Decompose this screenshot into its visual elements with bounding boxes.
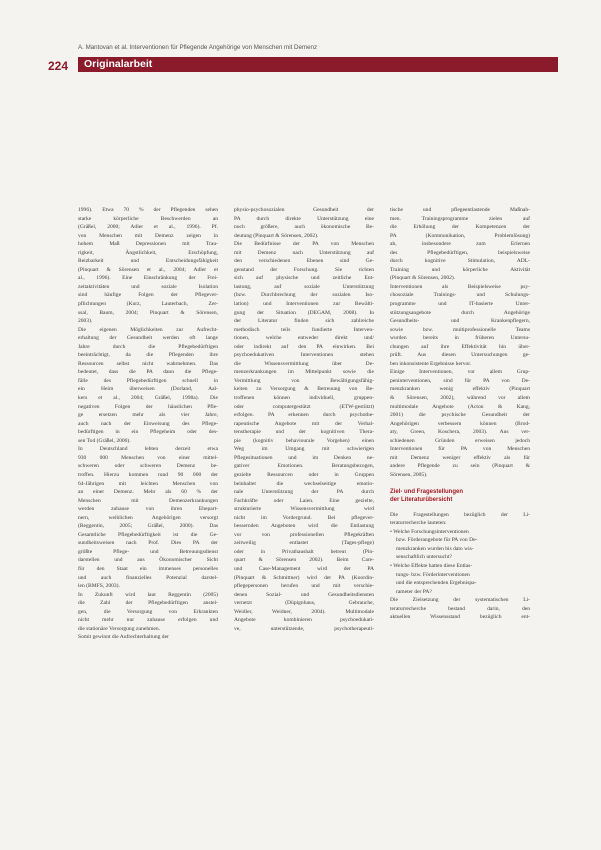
- text-line: al., 1996). Eine Einschränkung der Frei-: [78, 275, 218, 282]
- text-line: aty, Green, Koschera, 2003). Aus ver-: [390, 429, 530, 436]
- text-line: zeitweilig entlastet (Tages-pflege): [234, 540, 374, 547]
- text-line: Die Bedürfnisse der PA von Menschen: [234, 241, 374, 248]
- text-line: nicht mehr nur zuhause erfolgen und: [78, 617, 218, 624]
- text-line: 2001) die psychische Gesundheit der: [390, 412, 530, 419]
- text-line: lation) und Interventionen zur Bewälti-: [234, 301, 374, 308]
- text-column-3: [390, 206, 530, 622]
- text-line: größte Pflege- und Betreuungsdienst: [78, 548, 218, 555]
- text-line: gung der Situation (DEGAM, 2008). In: [234, 309, 374, 316]
- text-line: Interventionen für PA von Menschen: [390, 446, 530, 453]
- text-line: vor von professionellen Pflegekräften: [234, 531, 374, 538]
- text-line: Reizbarkeit und Entscheidungsfähigkeit: [78, 258, 218, 265]
- text-line: Fachkräfte oder Laien. Eine gezielte,: [234, 497, 374, 504]
- text-line: bessernden Angeboten wird die Entlastung: [234, 523, 374, 530]
- text-line: strukturierte Wissensvermittlung wird: [234, 506, 374, 513]
- text-line: nale Unterstützung der PA durch: [234, 489, 374, 496]
- text-line: erfolgen. PA erkennen durch psychothe-: [234, 412, 374, 419]
- text-line: mit Demenz nach Unterstützung auf: [234, 249, 374, 256]
- text-line: ge ersetzen mehr als vier Jahre,: [78, 412, 218, 419]
- text-line: des Pflegebedürftigen, beispielsweise: [390, 249, 530, 256]
- text-line: Vermittlung von Bewältigungsfähig-: [234, 377, 374, 384]
- text-line: rigkeit, Ängstlichkeit, Erschöpfung,: [78, 249, 218, 256]
- text-line: sundheitsweisen nach Prof. Dies PA der: [78, 540, 218, 547]
- section-heading-line-1: Ziel- und Fragestellungen: [390, 488, 464, 495]
- text-line: programme und IT-basierte Unter-: [390, 301, 530, 308]
- text-line: erhaltung der Gesundheit werden oft lange: [78, 335, 218, 342]
- text-line: • Welche Forschungsinterventionen: [390, 528, 469, 535]
- running-head: A. Mantovan et al. Interventionen für Pflegende Angehörige von Menschen mit Demenz: [78, 44, 318, 51]
- text-line: peninterventionen, sind für PA von De-: [390, 377, 530, 384]
- text-line: 64-Jährigen mit leichten Menschen von: [78, 480, 218, 487]
- text-line: gen, die Versorgung von Erkrankten: [78, 608, 218, 615]
- text-line: noch größere, auch ökonomische Be-: [234, 224, 374, 231]
- text-line: PA durch direkte Unterstützung eine: [234, 215, 374, 222]
- text-line: schweren oder schweren Demenz be-: [78, 463, 218, 470]
- text-line: ssal, Baum, 2004; Pinquart & Sörensen,: [78, 309, 218, 316]
- text-line: quart & Sörensen 2002). Beim Care-: [234, 557, 374, 564]
- text-line: Angehörigen verbessern können (Brod-: [390, 420, 530, 427]
- text-line: für den Staat ein immenses personelles: [78, 565, 218, 572]
- text-line: der Literatur finden sich zahlreiche: [234, 318, 374, 325]
- text-line: lastung, auf soziale Unterstützung: [234, 283, 374, 290]
- page-number: 224: [48, 59, 69, 73]
- text-line: stützungsangebote durch Angehörige: [390, 309, 530, 316]
- text-line: (bzw. Durchbrechung der sozialen Iso-: [234, 292, 374, 299]
- text-line: oder computergestützt (ETW-gestützt): [234, 403, 374, 410]
- text-line: schiedenen Gründen erweisen jedoch: [390, 437, 530, 444]
- text-line: chosoziale Trainings- und Schulungs-: [390, 292, 530, 299]
- text-line: darstellen und aus Ökonomischer Sicht: [78, 557, 218, 564]
- text-line: senschaftlich untersucht?: [396, 554, 452, 561]
- text-line: vernetzt (Düpignhaus, Gebrauche,: [234, 600, 374, 607]
- text-line: 930 000 Menschen von einer mittel-: [78, 454, 218, 461]
- text-line: starke körperliche Beschwerden an: [78, 215, 218, 222]
- text-line: bedeutet, dass die PA dann die Pflege-: [78, 369, 218, 376]
- text-line: Somit gewinnt die Aufrechterhaltung der: [78, 634, 169, 641]
- text-line: andere Pflegende zu sein (Pinquart &: [390, 463, 530, 470]
- text-line: tische und pflegeentlastende Maßnah-: [390, 207, 530, 213]
- text-line: und Case-Management wird der PA: [234, 565, 374, 572]
- text-line: Gesamtliche Pflegebedürftigkeit ist die Ge-: [78, 531, 218, 538]
- text-line: die stationäre Versorgung zunehmen.: [78, 625, 161, 632]
- text-line: pflichtungen (Kurz, Lauterbach, Zer-: [78, 301, 218, 308]
- text-line: (Pinquart & Schmittner) wird der PA (Koordin-: [234, 574, 374, 581]
- text-line: zeitaktivitäten und soziale Isolation: [78, 283, 218, 290]
- text-line: deutung (Pinquart & Sörensen, 2002).: [234, 232, 319, 239]
- text-line: und auch finanzielles Potenzial darstel-: [78, 574, 218, 581]
- text-line: die Erhöhung der Kompetenzen der: [390, 224, 530, 231]
- text-line: aktuellen Wissensstand bezüglich ent-: [390, 614, 530, 621]
- text-line: Weg im Umgang mit schwierigen: [234, 446, 374, 453]
- text-line: gezielte Ressourcen oder in Gruppen: [234, 471, 374, 478]
- text-line: keiten zu Versorgung & Betreuung von Be-: [234, 386, 374, 393]
- text-column-1: [78, 206, 218, 642]
- text-line: mit Demenz weniger effektiv als für: [390, 454, 530, 461]
- text-line: tungs- bzw. Förderinterventionen: [396, 571, 470, 578]
- text-line: Menschen mit Demenzerkrankungen: [78, 497, 218, 504]
- text-line: PA (Kommunikation, Problemlösung): [390, 232, 530, 239]
- text-line: bedürftigen in ein Pflegeheim oder des-: [78, 429, 218, 436]
- text-line: chungen auf ihre Effektivität hin über-: [390, 343, 530, 350]
- text-line: troffen. Hierzu kommen rund 90 000 der: [78, 471, 218, 478]
- text-line: Die Zielsetzung der systematischen Li-: [390, 597, 530, 604]
- text-line: physio-psychosozialen Gesundheit der: [234, 207, 374, 213]
- text-line: Jahre durch die Pflegebedürftigen: [78, 343, 218, 350]
- text-line: sind häufige Folgen der Pflegever-: [78, 292, 218, 299]
- text-line: Einige Interventionen, vor allem Grup-: [390, 369, 530, 376]
- text-line: (Pinquart & Sörensen, 2002).: [390, 275, 456, 282]
- text-line: sich auf physische und zeitliche Ent-: [234, 275, 374, 282]
- text-line: Pflegesituationen und im Denken ne-: [234, 454, 374, 461]
- text-line: Die eigenen Möglichkeiten zur Aufrecht-: [78, 326, 218, 333]
- text-line: ve, unterstützende, psychotherapeuti-: [234, 625, 374, 632]
- section-heading: [390, 488, 530, 505]
- text-line: teraturrecherche lauteten:: [390, 520, 447, 527]
- text-line: menzkranken wenig effektiv (Pinquart: [390, 386, 530, 393]
- text-line: Angebote kombinieren psychoedukati-: [234, 617, 374, 624]
- text-line: beinhaltet die wechselseitige emotio-: [234, 480, 374, 487]
- text-line: teraturrecherche bestand darin, den: [390, 605, 530, 612]
- text-line: ben inkonsistente Ergebnisse hervor.: [390, 360, 472, 367]
- text-line: pie (kognitiv behaviourale Vorgehen) einen: [234, 437, 374, 444]
- text-line: & Sörensen, 2002), während vor allem: [390, 395, 530, 402]
- text-line: sowie bzw. multiprofessionelle Teams: [390, 326, 530, 333]
- text-line: die Zahl der Pflegebedürftigen anstei-: [78, 600, 218, 607]
- text-line: rameter der PA?: [396, 588, 432, 595]
- text-line: 1996). Etwa 70 % der Pflegenden sehen: [78, 207, 218, 213]
- text-line: Gesundheits- und Krankenpflegern,: [390, 318, 530, 325]
- text-line: den verschiedenen Ebenen sind Ge-: [234, 258, 374, 265]
- text-line: kers et al., 2004; Gräßel, 1998a). Die: [78, 395, 218, 402]
- text-line: 2003).: [78, 318, 93, 325]
- text-line: (Pinquart & Sörensen et al., 2004; Adler et: [78, 266, 218, 273]
- text-line: und die entsprechenden Ergebnispa-: [396, 580, 477, 587]
- text-line: nicht im Vordergrund. Bei pflegever-: [234, 514, 374, 521]
- text-line: die Wissensvermittlung über De-: [234, 360, 374, 367]
- text-line: wurden bereits in früheren Untersu-: [390, 335, 530, 342]
- text-line: oder in Privathaushalt betreut (Pin-: [234, 548, 374, 555]
- text-line: In Deutschland lebten derzeit etwa: [78, 446, 218, 453]
- text-line: nern, weiblichen Angehörigen versorgt: [78, 514, 218, 521]
- text-line: Training und körperliche Aktivität: [390, 266, 530, 273]
- text-line: (Gräßel, 2000; Adler et al., 1996). Pf.: [78, 224, 218, 231]
- text-line: menzerkrankungen im Mittelpunkt sowie die: [234, 369, 374, 376]
- text-line: von Menschen mit Demenz zeigen in: [78, 232, 218, 239]
- text-line: • Welche Effekte hatten diese Entlas-: [390, 562, 473, 569]
- text-line: (Reggentin, 2005; Gräßel, 2000). Das: [78, 523, 218, 530]
- text-line: menzkranken wurden bis dato wis-: [396, 545, 474, 552]
- text-line: ein Heim überweisen (Dorland, Aal-: [78, 386, 218, 393]
- text-line: Die Fragestellungen bezüglich der Li-: [390, 511, 530, 518]
- text-line: Interventionen als Beispielsweise psy-: [390, 283, 530, 290]
- text-line: pflegepersonen berufen und mit verschie-: [234, 583, 374, 590]
- text-line: beeinträchtigt, da die Pflegenden ihre: [78, 352, 218, 359]
- text-line: tionen, welche entweder direkt und/: [234, 335, 374, 342]
- text-line: denen Sozial- und Gesundheitsdiensten: [234, 591, 374, 598]
- section-heading-line-2: der Literaturübersicht: [390, 497, 453, 504]
- text-line: bzw. Förderangebote für PA von De-: [396, 537, 478, 544]
- text-line: Sörensen, 2005).: [390, 471, 428, 478]
- text-line: sen Tod (Gräßel, 2000).: [78, 437, 131, 444]
- text-line: tenstherapie und der kognitiven Thera-: [234, 429, 374, 436]
- text-line: gativer Emotionen. Beratungsbezogen,: [234, 463, 374, 470]
- text-line: ab, insbesondere zum Erlernen: [390, 241, 530, 248]
- text-line: fälle des Pflegebedürftigen schnell in: [78, 377, 218, 384]
- text-line: Ressourcen selbst nicht wahrnehmen. Das: [78, 360, 218, 367]
- text-line: multimodale Angebote (Acton & Kang,: [390, 403, 530, 410]
- text-column-2: [234, 206, 374, 633]
- text-line: men. Trainingsprogramme zielen auf: [390, 215, 530, 222]
- text-line: an einer Demenz. Mehr als 60 % der: [78, 489, 218, 496]
- text-line: In Zukunft wird laut Reggentin (2005): [78, 591, 218, 598]
- text-line: methodisch teils fundierte Interven-: [234, 326, 374, 333]
- text-line: negativen Folgen der häuslichen Pfle-: [78, 403, 218, 410]
- text-line: troffenen können individuell, gruppen-: [234, 395, 374, 402]
- text-line: Weidler, Weidner, 2004). Multimodale: [234, 608, 374, 615]
- text-line: werden zuhause von ihren Ehepart-: [78, 506, 218, 513]
- section-label: Originalarbeit: [78, 57, 558, 72]
- text-line: hohem Maß Depressionen mit Trau-: [78, 241, 218, 248]
- text-line: psychoedukativen Interventionen stehen: [234, 352, 374, 359]
- text-line: oder indirekt auf den PA einwirken. Bei: [234, 343, 374, 350]
- text-line: genstand der Forschung. Sie richten: [234, 266, 374, 273]
- text-line: rapeutische Angebote mit der Verhal-: [234, 420, 374, 427]
- text-line: len (BMFS, 2003).: [78, 583, 120, 590]
- text-line: auch nach der Einweisung des Pflege-: [78, 420, 218, 427]
- text-line: prüft. Aus diesen Untersuchungen ge-: [390, 352, 530, 359]
- text-line: durch kognitive Stimulation, ADL-: [390, 258, 530, 265]
